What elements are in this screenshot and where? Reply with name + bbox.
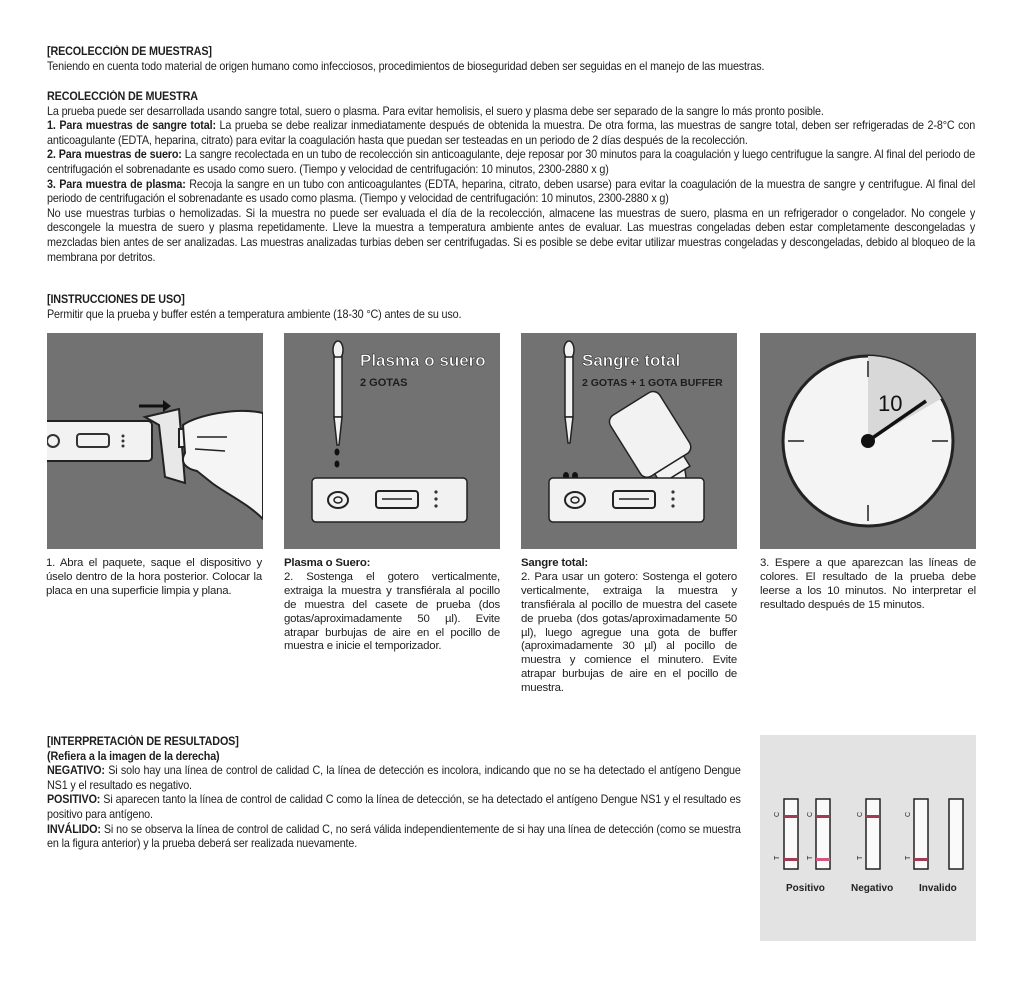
instructions-title: [INSTRUCCIONES DE USO]: [47, 293, 185, 306]
t-label-2: T: [807, 855, 814, 860]
storage-note: No use muestras turbias o hemolizadas. Si la muestra no puede ser evaluada el día de la recolección, almacene las muestras de suero, plasma en un refrigerador o congelador. No congele y descongele la muestra de suero y plasma repetidamente. Lleve la muestra a temperatura ambiente antes de evaluar. Las muestras congeladas deben estar completamente descongeladas y mezcladas bien antes de ser analizadas. Las muestras analizadas turbias deben ser centrifugadas. Si es posible se debe evitar utilizar muestras congeladas y descongeladas, debido al bloqueo de la membrana por detritos.: [47, 206, 976, 264]
sample-collection-title: [RECOLECCIÓN DE MUESTRAS]: [47, 45, 212, 58]
plasma-text: Recoja la sangre en un tubo con anticoagulantes (EDTA, heparina, citrato, deben usarse) para evitar la coagulación de la muestra de sangre y centrifugue. Al final del periodo de centrifugación el sobrenadante es usado como plasma. (Tiempo y velocidad de centrifugación: 10 minutos, 2300-2880 x g): [47, 177, 976, 206]
timer-number: 10: [878, 391, 903, 416]
test-strips-illustration: [760, 735, 976, 941]
positive-caption: Positivo: [786, 883, 825, 894]
plasma-serum-drops: 2 GOTAS: [360, 377, 408, 389]
interpretation-subtitle: (Refiera a la imagen de la derecha): [47, 749, 220, 763]
sample-collection-section: [47, 90, 975, 265]
strip-invalid-2: [949, 799, 963, 869]
clock-icon: [760, 333, 976, 549]
plasma-label: 3. Para muestra de plasma:: [47, 177, 186, 191]
plasma-serum-title: Plasma o suero: [360, 351, 486, 370]
whole-blood-text: La prueba se debe realizar inmediatamente después de obtenida la muestra. De otra forma, las muestras de sangre total, deben ser refrigeradas de 2-8°C con anticoagulante (EDTA, heparina, citrato) para evitar la coagulación hasta que puedan ser testeadas en un periodo de 2 días después de la recolección.: [47, 119, 976, 147]
whole-blood-drops: 2 GOTAS + 1 GOTA BUFFER: [582, 377, 723, 389]
strip-negative: [866, 799, 880, 869]
dropper-illustration: [284, 333, 500, 549]
positive-label: POSITIVO:: [47, 793, 101, 807]
whole-blood-title: Sangre total: [582, 351, 681, 370]
whole-blood-item: [47, 119, 975, 148]
positive-text: Si aparecen tanto la línea de control de calidad C como la línea de detección, se ha detectado el antígeno Dengue NS1 y el resultado es positivo para antígeno.: [47, 793, 741, 821]
step-1-caption: [46, 557, 262, 599]
invalid-label: INVÁLIDO:: [47, 822, 101, 836]
negative-item: [47, 764, 741, 793]
negative-caption: Negativo: [851, 883, 894, 894]
plasma-item: [47, 178, 975, 207]
panel-timer: [760, 333, 976, 549]
invalid-item: [47, 823, 741, 852]
c-label-2: C: [807, 811, 814, 817]
step-3-caption: [521, 557, 737, 696]
serum-item: [47, 148, 975, 177]
positive-item: [47, 793, 741, 822]
results-figure: [760, 735, 976, 941]
buffer-bottle-illustration: [521, 333, 737, 549]
t-label-4: T: [905, 855, 912, 860]
collection-title: RECOLECCIÓN DE MUESTRA: [47, 90, 198, 103]
whole-blood-label: 1. Para muestras de sangre total:: [47, 119, 216, 133]
step-2-caption: [284, 557, 500, 654]
t-label-3: T: [857, 855, 864, 860]
panel-whole-blood: [521, 333, 737, 549]
c-label-4: C: [905, 811, 912, 817]
negative-text: Si solo hay una línea de control de calidad C, la línea de detección es incolora, indicando que no se ha detectado el antígeno Dengue NS1 y el resultado es negativo.: [47, 764, 741, 792]
interpretation-title: [INTERPRETACIÓN DE RESULTADOS]: [47, 735, 239, 748]
instructions-text: Permitir que la prueba y buffer estén a temperatura ambiente (18-30 °C) antes de su uso.: [47, 307, 462, 321]
step-2-text: 2. Sostenga el gotero verticalmente, extraiga la muestra y transfiérala al pocillo de muestra del casete de prueba (dos gotas/aproximadamente 50 µl). Evite atrapar burbujas de aire en el pocillo de muestra e inicie el temporizador.: [284, 570, 500, 653]
step-3-text: 2. Para usar un gotero: Sostenga el gotero verticalmente, extraiga la muestra y transfiérala al pocillo de muestra del casete de prueba (dos gotas/aproximadamente 50 µl), luego agregue una gota de buffer (aproximadamente 30 µl) al pocillo de muestra y comience el minutero. Evite atrapar burbujas de aire en el pocillo de muestra.: [521, 570, 737, 695]
c-label-1: C: [774, 811, 781, 817]
panel-plasma-serum: [284, 333, 500, 549]
sample-collection-header: [47, 45, 975, 74]
collection-intro: La prueba puede ser desarrollada usando sangre total, suero o plasma. Para evitar hemolisis, el suero y plasma debe ser separado de la sangre lo más pronto posible.: [47, 104, 824, 118]
step-4-text: 3. Espere a que aparezcan las líneas de colores. El resultado de la prueba debe leerse a los 10 minutos. No interpretar el resultado después de 15 minutos.: [760, 557, 976, 611]
invalid-text: Si no se observa la línea de control de calidad C, no será válida independientemente de si hay una línea de detección (como se muestra en la figura anterior) y la prueba deberá ser realizada nuevamente.: [47, 822, 741, 851]
step-2-title: Plasma o Suero:: [284, 557, 371, 569]
instructions-section: [47, 293, 975, 322]
open-package-illustration: [47, 333, 263, 549]
step-3-title: Sangre total:: [521, 557, 589, 569]
c-label-3: C: [857, 811, 864, 817]
step-1-text: 1. Abra el paquete, saque el dispositivo y úselo dentro de la hora posterior. Colocar la placa en una superficie limpia y plana.: [46, 557, 262, 597]
invalid-caption: Invalido: [919, 883, 957, 894]
interpretation-section: [47, 735, 741, 852]
panel-open-package: [47, 333, 263, 549]
serum-text: La sangre recolectada en un tubo de recolección sin anticoagulante, deje reposar por 30 minutos para la coagulación y luego centrifugue la sangre. Al final del periodo de centrifugación el sobrenadante es usado como suero. (Tiempo y velocidad de centrifugación: 10 minutos, 2300-2880 x g): [47, 148, 976, 176]
step-4-caption: [760, 557, 976, 613]
biosafety-text: Teniendo en cuenta todo material de origen humano como infecciosos, procedimientos de bioseguridad deben ser seguidas en el manejo de las muestras.: [47, 59, 765, 73]
negative-label: NEGATIVO:: [47, 764, 105, 778]
t-label-1: T: [774, 855, 781, 860]
serum-label: 2. Para muestras de suero:: [47, 148, 182, 162]
